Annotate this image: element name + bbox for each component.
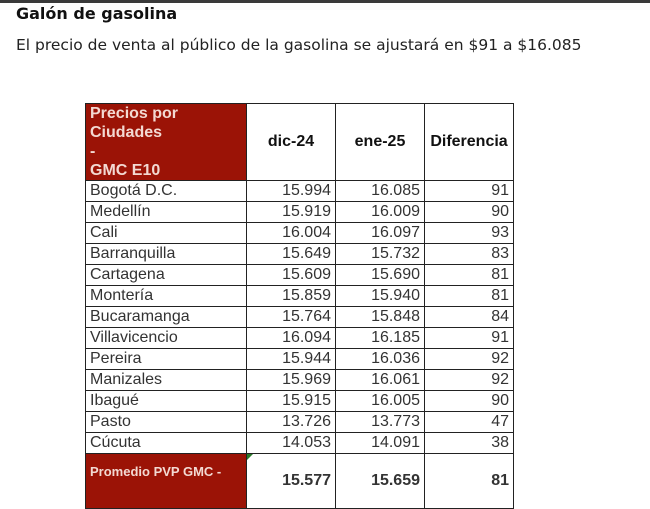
cell-dic: 15.649 bbox=[247, 244, 336, 265]
cell-ene: 16.097 bbox=[336, 223, 425, 244]
cell-ene: 16.005 bbox=[336, 391, 425, 412]
cell-ene: 15.732 bbox=[336, 244, 425, 265]
cell-diff: 83 bbox=[425, 244, 514, 265]
cell-diff: 91 bbox=[425, 328, 514, 349]
cell-ene: 15.690 bbox=[336, 265, 425, 286]
cell-ene: 14.091 bbox=[336, 433, 425, 454]
header-city-line3: GMC E10 bbox=[90, 162, 161, 179]
cell-dic: 15.969 bbox=[247, 370, 336, 391]
cell-diff: 81 bbox=[425, 286, 514, 307]
cell-ene: 16.085 bbox=[336, 181, 425, 202]
cell-dic: 15.609 bbox=[247, 265, 336, 286]
window-top-border bbox=[0, 0, 650, 3]
cell-city: Bogotá D.C. bbox=[86, 181, 247, 202]
header-dic: dic-24 bbox=[247, 104, 336, 181]
header-city-line2: - bbox=[90, 143, 96, 160]
table-row bbox=[86, 412, 514, 433]
cell-city: Cartagena bbox=[86, 265, 247, 286]
footer-label: Promedio PVP GMC - bbox=[86, 454, 247, 509]
price-table bbox=[85, 103, 514, 509]
cell-dic: 15.994 bbox=[247, 181, 336, 202]
cell-city: Pasto bbox=[86, 412, 247, 433]
cell-diff: 93 bbox=[425, 223, 514, 244]
cell-diff: 91 bbox=[425, 181, 514, 202]
table-row bbox=[86, 328, 514, 349]
cell-ene: 16.061 bbox=[336, 370, 425, 391]
cell-city: Montería bbox=[86, 286, 247, 307]
cell-ene: 16.185 bbox=[336, 328, 425, 349]
table-row bbox=[86, 244, 514, 265]
header-diff: Diferencia bbox=[425, 104, 514, 181]
table-row bbox=[86, 223, 514, 244]
cell-diff: 38 bbox=[425, 433, 514, 454]
header-city-line1: Precios por Ciudades bbox=[90, 105, 179, 141]
document-title: Galón de gasolina bbox=[16, 4, 178, 23]
table-row bbox=[86, 391, 514, 412]
document-subtitle: El precio de venta al público de la gasolina se ajustará en $91 a $16.085 bbox=[16, 36, 582, 54]
cell-ene: 13.773 bbox=[336, 412, 425, 433]
cell-dic: 15.919 bbox=[247, 202, 336, 223]
cell-dic: 15.859 bbox=[247, 286, 336, 307]
cell-diff: 47 bbox=[425, 412, 514, 433]
cell-dic: 13.726 bbox=[247, 412, 336, 433]
cell-city: Bucaramanga bbox=[86, 307, 247, 328]
cell-dic: 15.944 bbox=[247, 349, 336, 370]
footer-ene: 15.659 bbox=[336, 454, 425, 509]
cell-dic: 16.094 bbox=[247, 328, 336, 349]
table-row bbox=[86, 433, 514, 454]
cell-dic: 14.053 bbox=[247, 433, 336, 454]
cell-dic: 15.764 bbox=[247, 307, 336, 328]
table-header-row bbox=[86, 104, 514, 181]
table-row bbox=[86, 370, 514, 391]
cell-ene: 15.848 bbox=[336, 307, 425, 328]
cell-city: Pereira bbox=[86, 349, 247, 370]
header-ene: ene-25 bbox=[336, 104, 425, 181]
cell-dic: 16.004 bbox=[247, 223, 336, 244]
table-row bbox=[86, 307, 514, 328]
cell-city: Barranquilla bbox=[86, 244, 247, 265]
table-footer-row bbox=[86, 454, 514, 509]
cell-diff: 81 bbox=[425, 265, 514, 286]
cell-ene: 15.940 bbox=[336, 286, 425, 307]
cell-ene: 16.036 bbox=[336, 349, 425, 370]
cell-diff: 90 bbox=[425, 391, 514, 412]
cell-ene: 16.009 bbox=[336, 202, 425, 223]
table-row bbox=[86, 181, 514, 202]
table-row bbox=[86, 265, 514, 286]
table-row bbox=[86, 286, 514, 307]
cell-dic: 15.915 bbox=[247, 391, 336, 412]
cell-city: Cúcuta bbox=[86, 433, 247, 454]
cell-city: Ibagué bbox=[86, 391, 247, 412]
cell-city: Medellín bbox=[86, 202, 247, 223]
footer-diff: 81 bbox=[425, 454, 514, 509]
cell-city: Cali bbox=[86, 223, 247, 244]
cell-diff: 92 bbox=[425, 349, 514, 370]
cell-diff: 92 bbox=[425, 370, 514, 391]
header-city bbox=[86, 104, 247, 181]
cell-diff: 84 bbox=[425, 307, 514, 328]
cell-city: Villavicencio bbox=[86, 328, 247, 349]
table-row bbox=[86, 202, 514, 223]
footer-dic: 15.577 bbox=[247, 454, 336, 509]
cell-marker-icon bbox=[247, 454, 253, 460]
cell-diff: 90 bbox=[425, 202, 514, 223]
cell-city: Manizales bbox=[86, 370, 247, 391]
table-row bbox=[86, 349, 514, 370]
